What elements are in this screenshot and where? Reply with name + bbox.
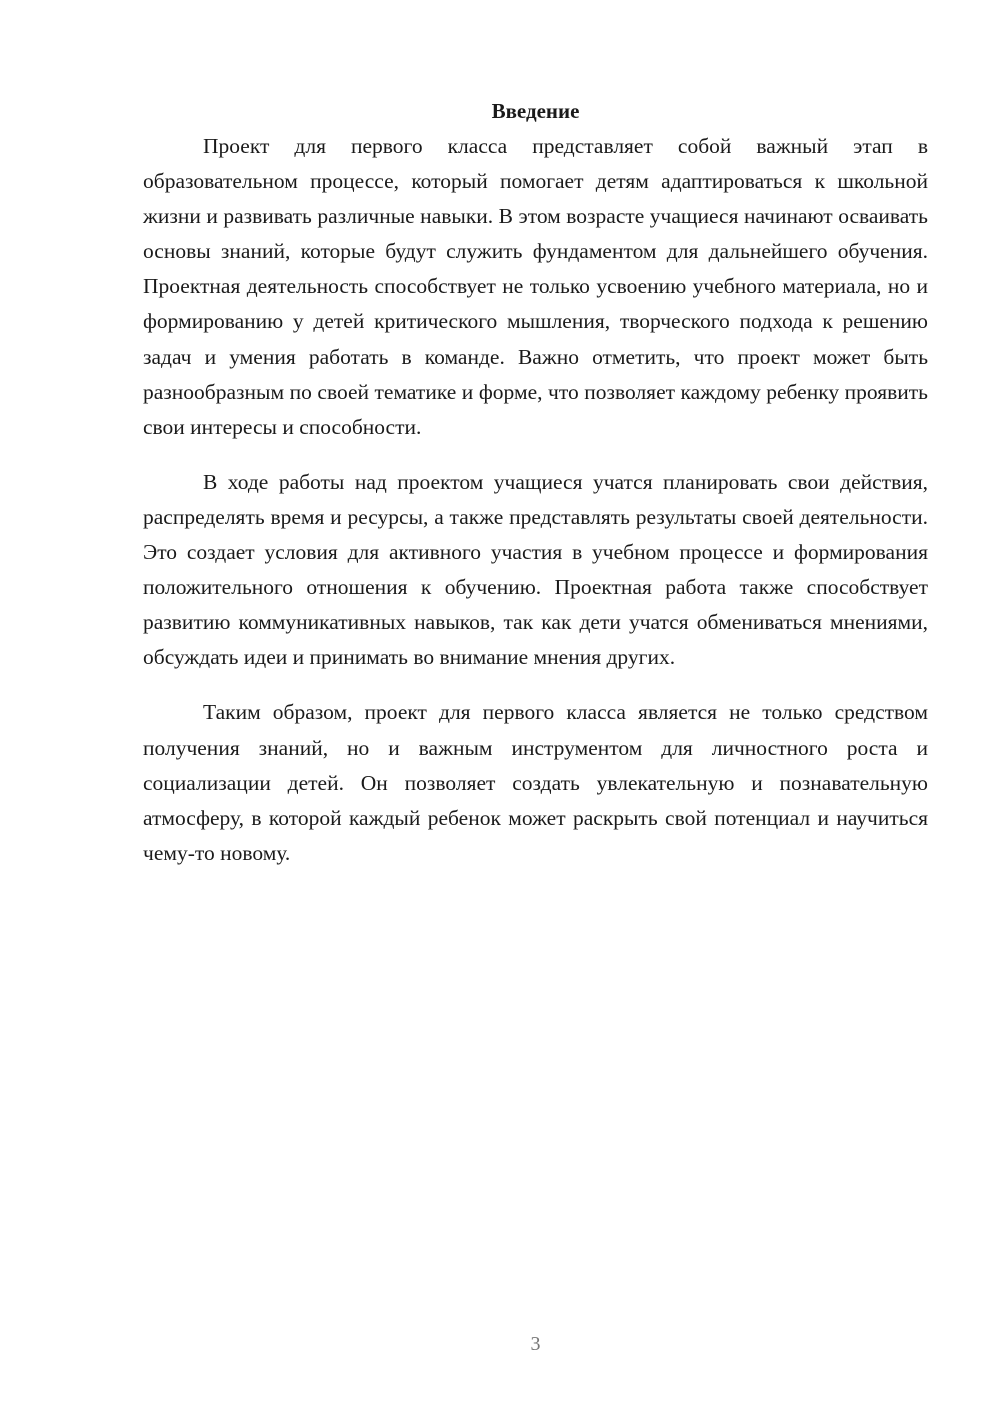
paragraph-3: Таким образом, проект для первого класса является не только средством получения знаний, но и важным инструментом для личностного роста и социализации детей. Он позволяет создать увлекательную и познавательную атмосферу, в которой каждый ребенок может раскрыть свой потенциал и научиться чему-то новому.	[143, 700, 928, 865]
page-number: 3	[530, 1333, 541, 1355]
page-content	[143, 94, 928, 871]
paragraph-2: В ходе работы над проектом учащиеся учатся планировать свои действия, распределять время и ресурсы, а также представлять результаты своей деятельности. Это создает условия для активного участия в учебном процессе и формирования положительного отношения к обучению. Проектная работа также способствует развитию коммуникативных навыков, так как дети учатся обмениваться мнениями, обсуждать идеи и принимать во внимание мнения других.	[143, 469, 928, 670]
paragraph-1: Проект для первого класса представляет собой важный этап в образовательном процессе, который помогает детям адаптироваться к школьной жизни и развивать различные навыки. В этом возрасте учащиеся начинают осваивать основы знаний, которые будут служить фундаментом для дальнейшего обучения. Проектная деятельность способствует не только усвоению учебного материала, но и формированию у детей критического мышления, творческого подхода к решению задач и умения работать в команде. Важно отметить, что проект может быть разнообразным по своей тематике и форме, что позволяет каждому ребенку проявить свои интересы и способности.	[143, 134, 928, 439]
section-heading: Введение	[491, 99, 580, 123]
